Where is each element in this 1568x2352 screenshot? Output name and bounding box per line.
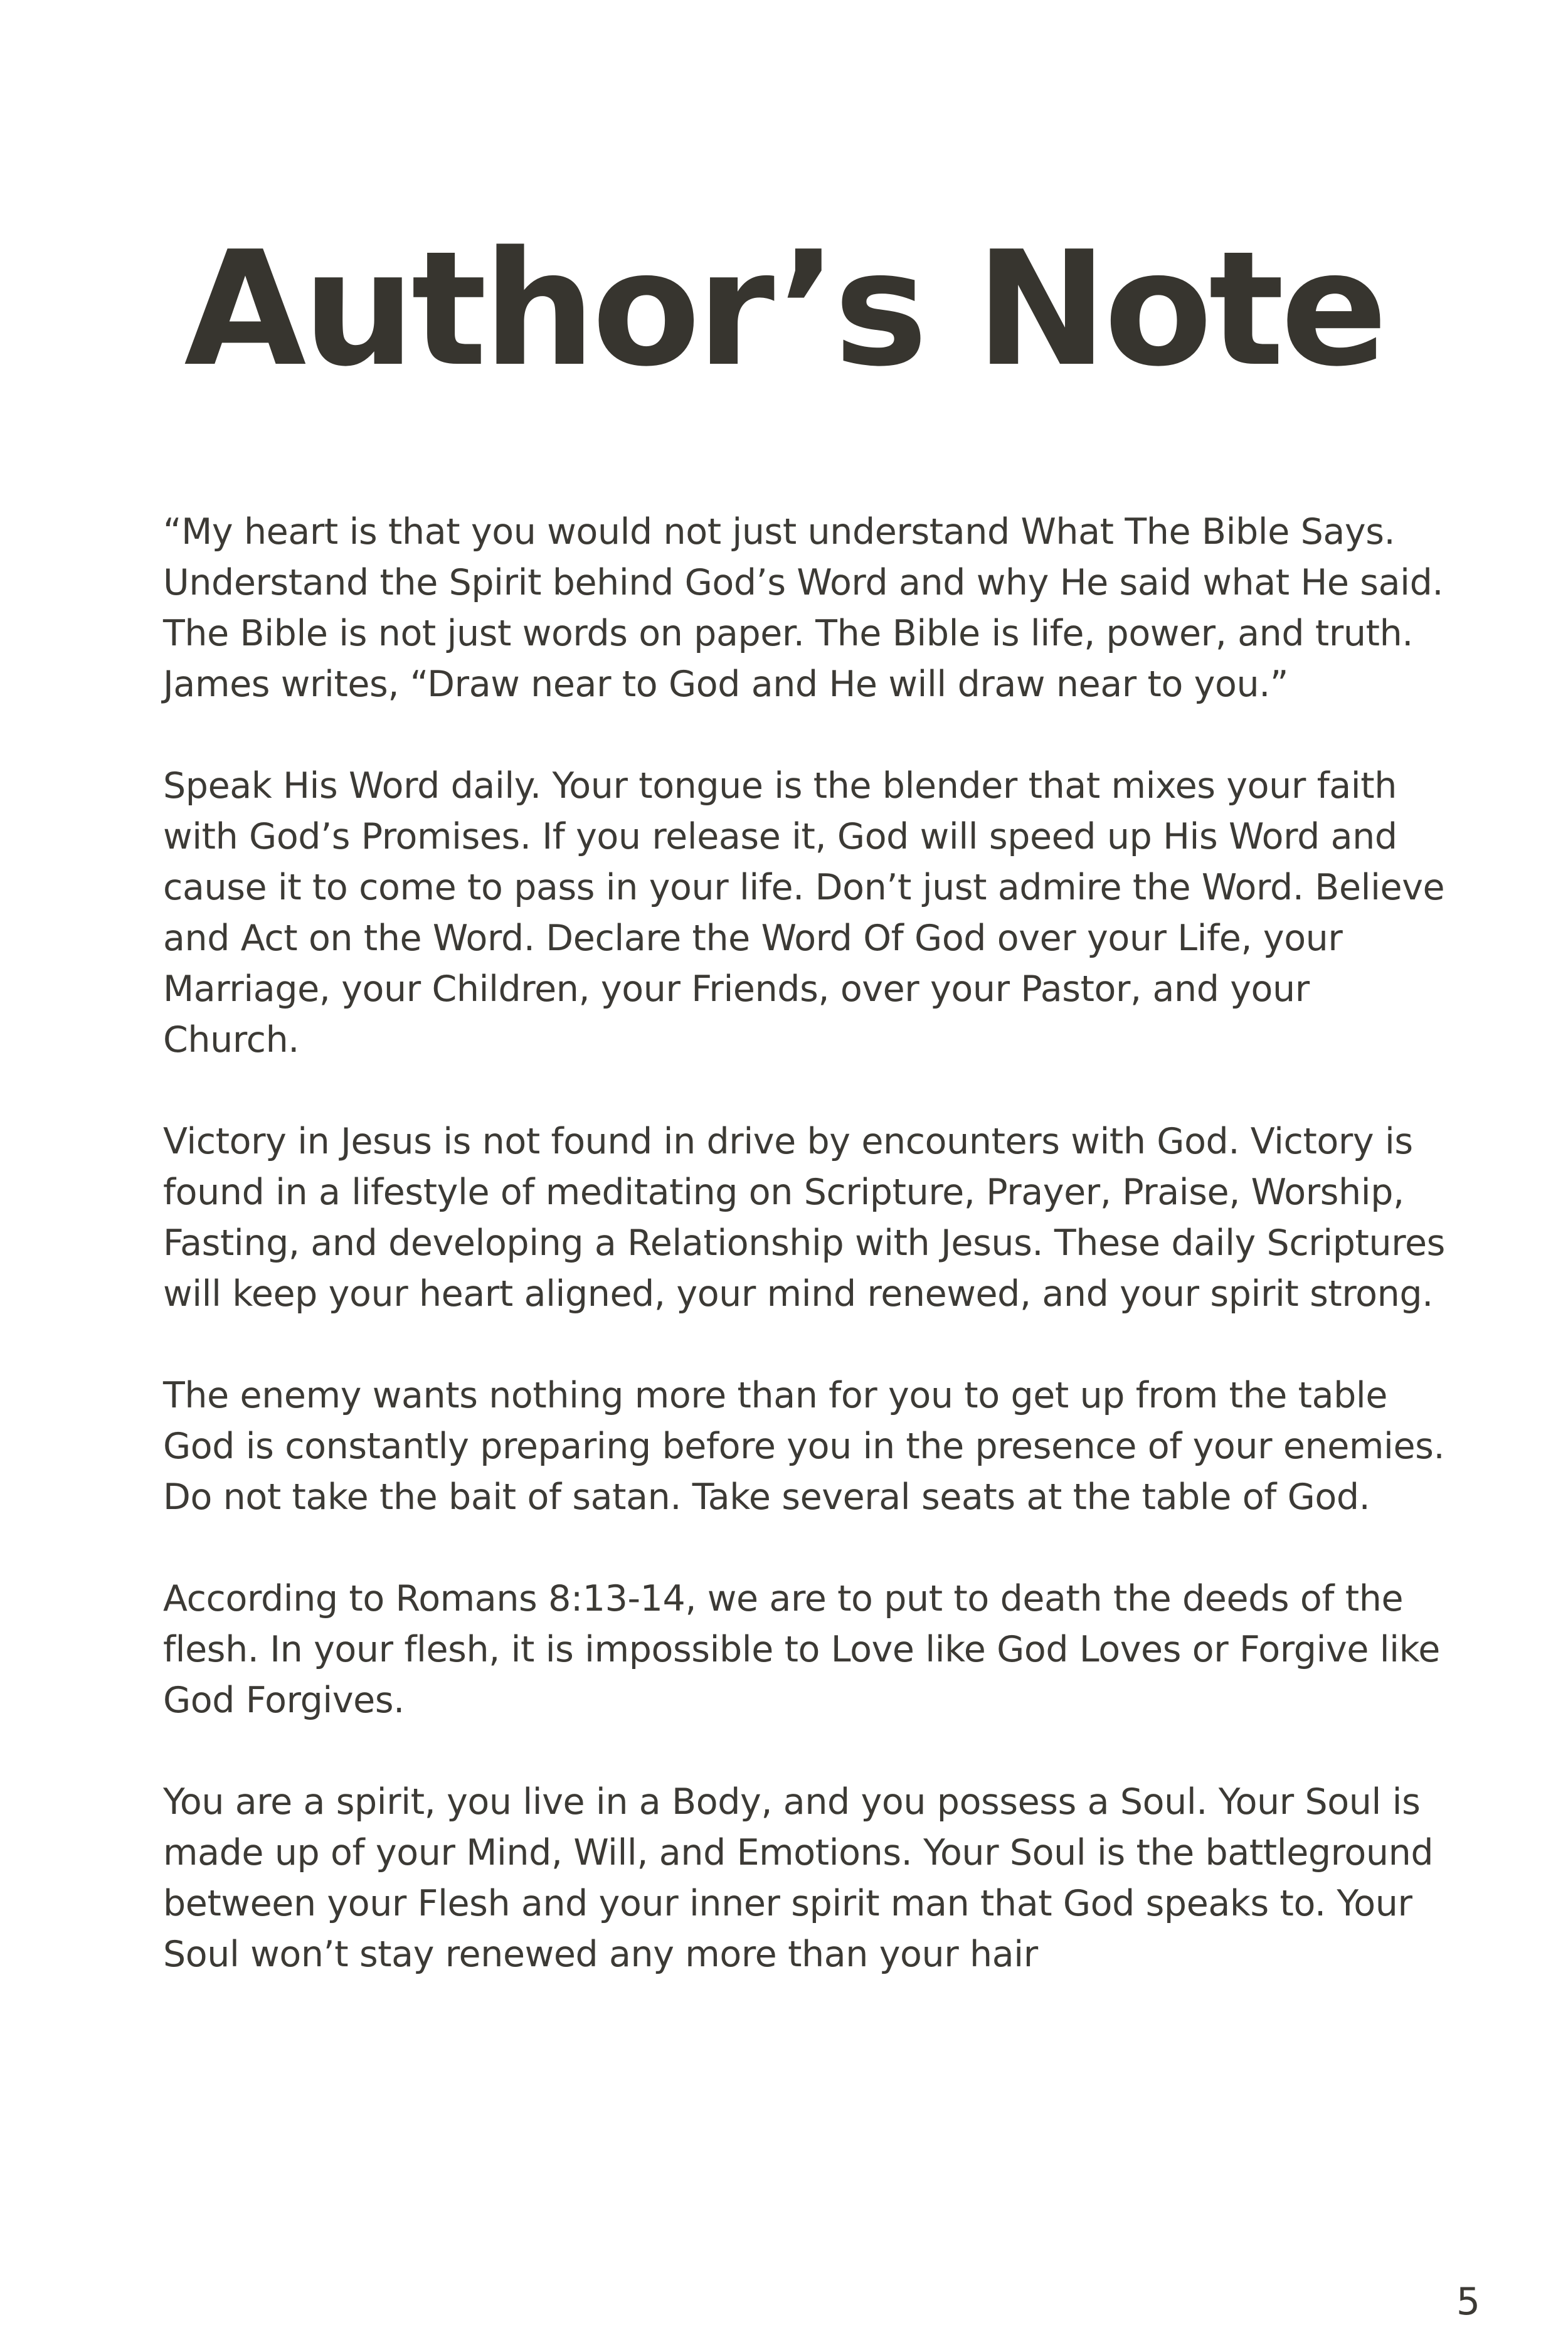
page-number: 5 [1456,2280,1480,2324]
paragraph-3: Victory in Jesus is not found in drive by encounters with God. Victory is found in a lifestyle of meditating on Scripture, Prayer, Praise, Worship, Fasting, and developing a Relationship with Jesus. These daily Scriptures will keep your heart aligned, your mind renewed, and your spirit strong. [163,1121,1445,1315]
paragraph-4: The enemy wants nothing more than for you to get up from the table God is constantly preparing before you in the presence of your enemies. Do not take the bait of satan. Take several seats at the table of God. [163,1375,1445,1518]
paragraph-6: You are a spirit, you live in a Body, and you possess a Soul. Your Soul is made up of your Mind, Will, and Emotions. Your Soul is the battleground between your Flesh and your inner spirit man that God speaks to. Your Soul won’t stay renewed any more than your hair [163,1781,1434,1975]
body-text [163,507,1449,2031]
paragraph-5: According to Romans 8:13-14, we are to put to death the deeds of the flesh. In your flesh, it is impossible to Love like God Loves or Forgive like God Forgives. [163,1578,1440,1721]
page-title: Author’s Note [184,218,1384,401]
paragraph-1: “My heart is that you would not just understand What The Bible Says. Understand the Spirit behind God’s Word and why He said what He said. The Bible is not just words on paper. The Bible is life, power, and truth. James writes, “Draw near to God and He will draw near to you.” [163,511,1444,705]
paragraph-2: Speak His Word daily. Your tongue is the blender that mixes your faith with God’s Promises. If you release it, God will speed up His Word and cause it to come to pass in your life. Don’t just admire the Word. Believe and Act on the Word. Declare the Word Of God over your Life, your Marriage, your Children, your Friends, over your Pastor, and your Church. [163,765,1445,1061]
